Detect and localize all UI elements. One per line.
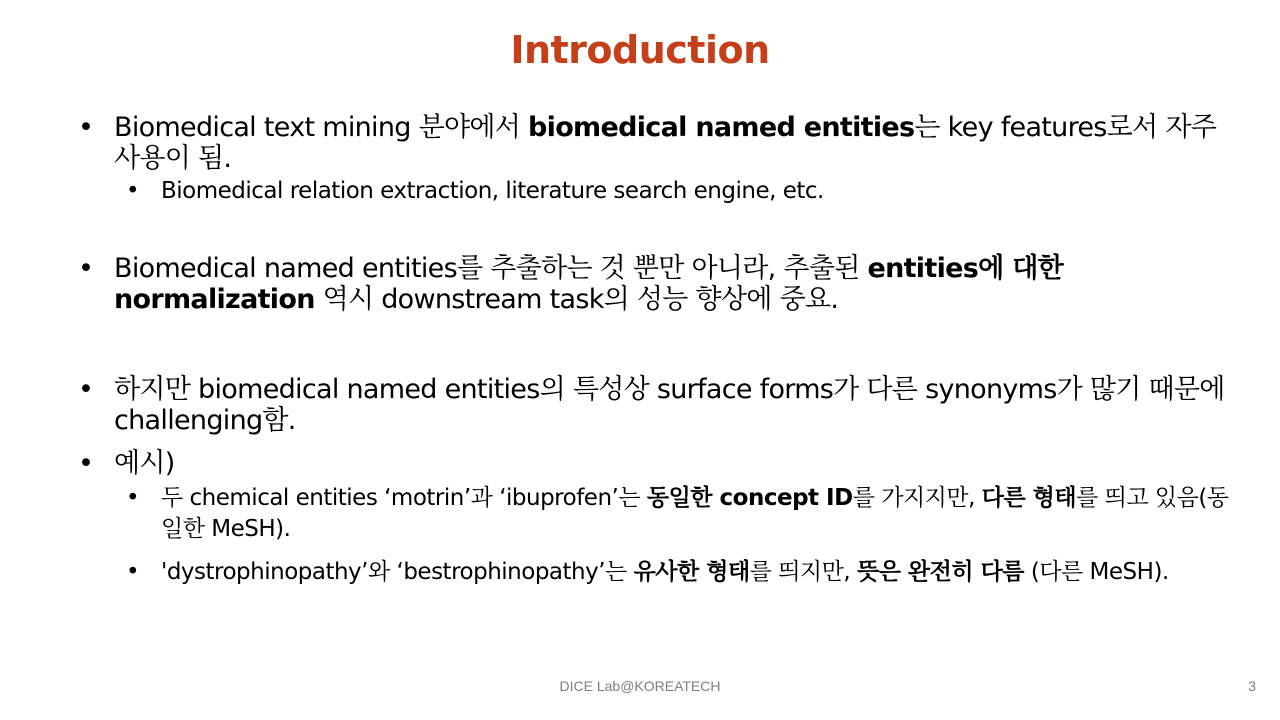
text-segment: Biomedical named entities를 추출하는 것 뿐만 아니라, 추출된 <box>114 253 868 284</box>
bold-text: 뜻은 완전히 다름 <box>856 559 1025 585</box>
bullet-challenging <box>76 374 1246 436</box>
text-segment: 역시 downstream task의 성능 향상에 중요. <box>314 284 839 315</box>
text-segment: 를 띄고 있음(동일한 MeSH). <box>161 485 1229 542</box>
bold-text: 다른 형태 <box>981 485 1077 511</box>
text-segment: 를 띄지만, <box>749 559 857 585</box>
subbullet-dystrophinopathy <box>124 557 1246 588</box>
page-number: 3 <box>1248 678 1256 694</box>
slide-content <box>76 112 1246 588</box>
subbullet-applications <box>124 176 1246 207</box>
text-segment: (다른 MeSH). <box>1024 559 1169 585</box>
bullet-example <box>76 448 1246 479</box>
text-segment: 하지만 biomedical named entities의 특성상 surface forms가 다른 synonyms가 많기 때문에 challenging함. <box>114 374 1225 436</box>
bullet-normalization <box>76 253 1246 315</box>
text-segment: Biomedical relation extraction, literature search engine, etc. <box>161 178 824 204</box>
text-segment: Biomedical text mining 분야에서 <box>114 112 529 143</box>
text-segment: 를 가지지만, <box>852 485 982 511</box>
slide-title: Introduction <box>510 28 770 72</box>
text-segment: 예시) <box>114 448 175 479</box>
bold-text: 동일한 concept ID <box>646 485 853 511</box>
bullet-entities-key-features <box>76 112 1246 174</box>
footer-text: DICE Lab@KOREATECH <box>559 678 721 694</box>
text-segment: 두 chemical entities ‘motrin’과 ‘ibuprofen’는 <box>161 485 647 511</box>
text-segment: 는 key features로서 자주 사용이 됨. <box>114 112 1217 174</box>
text-segment: 'dystrophinopathy’와 ‘bestrophinopathy’는 <box>161 559 634 585</box>
bold-text: biomedical named entities <box>528 112 915 143</box>
subbullet-motrin-ibuprofen <box>124 483 1246 545</box>
bold-text: entities에 대한 normalization <box>114 253 1063 315</box>
bold-text: 유사한 형태 <box>633 559 750 585</box>
